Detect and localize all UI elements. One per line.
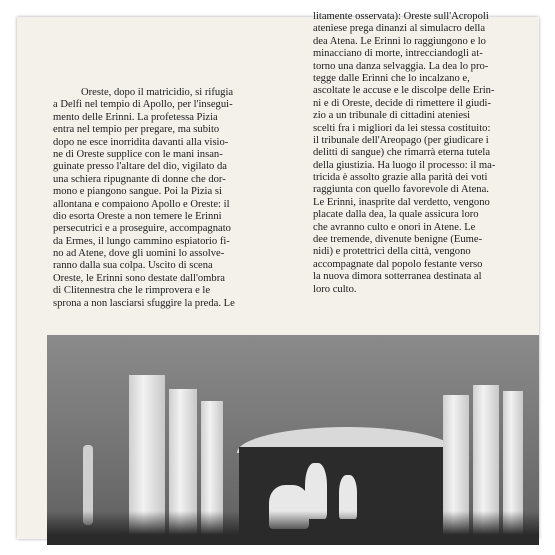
text-line: Oreste, dopo il matricidio, si rifugia	[81, 87, 234, 98]
text-line: a Delfi nel tempio di Apollo, per l'insegui-	[53, 99, 233, 111]
text-line: dio esorta Oreste a non temere le Erinni	[53, 210, 222, 222]
text-line: accompagnate dal popolo festante verso	[313, 258, 483, 270]
text-line: dee tremende, divenute benigne (Eume-	[313, 234, 483, 246]
text-line: mento delle Erinni. La profetessa Pizia	[53, 111, 218, 123]
text-line: scelti fra i migliori da lei stessa costituito:	[313, 122, 491, 134]
text-line: minacciano di morte, intrecciandogli at-	[313, 48, 483, 60]
book-page	[17, 11, 539, 539]
text-line: che avranno culto e onori in Atene. Le	[313, 221, 476, 233]
text-line: ne di Oreste supplice con le mani insan-	[53, 148, 223, 160]
text-line: torno una danza selvaggia. La dea lo pro-	[313, 60, 489, 72]
text-line: dopo ne esce inorridita davanti alla visio-	[53, 136, 229, 148]
stage-photograph	[47, 335, 539, 545]
text-line: litamente osservata): Oreste sull'Acropoli	[313, 11, 489, 22]
text-line: da Ermes, il lungo cammino espiatorio fi-	[53, 235, 230, 247]
text-line: nidi) e protettrici della città, vengono	[313, 246, 471, 258]
text-line: mono e piangono sangue. Poi la Pizia si	[53, 186, 222, 198]
text-line: allontana e compaiono Apollo e Oreste: il	[53, 198, 230, 210]
text-line: delitti di sangue) che rimarrà eterna tutela	[313, 147, 491, 159]
text-line: guinate presso l'altare del dio, vigilato da	[53, 161, 228, 173]
text-column-left	[53, 87, 299, 310]
text-line: ranno dalla sua colpa. Uscito di scena	[53, 260, 213, 272]
text-line: Oreste, le Erinni sono destate dall'ombra	[53, 272, 225, 284]
text-line: loro culto.	[313, 283, 357, 295]
text-line: una schiera ripugnante di donne che dor-	[53, 173, 226, 185]
text-line: ateniese prega dinanzi al simulacro della	[313, 23, 486, 35]
text-line: zio a un tribunale di cittadini ateniesi	[313, 110, 471, 122]
text-line: entra nel tempio per pregare, ma subito	[53, 124, 220, 136]
text-column-right	[313, 11, 537, 296]
text-line: raggiunta con quello favorevole di Atena.	[313, 184, 489, 196]
text-line: sprona a non lasciarsi sfuggire la preda. Le	[53, 297, 235, 309]
text-line: la nuova dimora sotterranea destinata al	[313, 271, 482, 283]
text-line: placate dalla dea, la quale assicura loro	[313, 209, 479, 221]
text-line: persecutrici e a proseguire, accompagnato	[53, 223, 231, 235]
text-line: tricida è assolto grazie alla parità dei voti	[313, 172, 488, 184]
text-line: Le Erinni, inasprite dal verdetto, vengono	[313, 196, 490, 208]
text-line: dea Atena. Le Erinni lo raggiungono e lo	[313, 35, 486, 47]
text-line: il tribunale dell'Areopago (per giudicare i	[313, 134, 489, 146]
photo-crowd	[47, 511, 539, 545]
text-line: della giustizia. Ha luogo il processo: il ma-	[313, 159, 496, 171]
text-line: di Clitennestra che le rimprovera e le	[53, 285, 211, 297]
text-line: tegge dalle Erinni che lo incalzano e,	[313, 72, 470, 84]
text-line: ni e di Oreste, decide di rimettere il giudi-	[313, 97, 491, 109]
text-line: no ad Atene, dove gli uomini lo assolve-	[53, 248, 225, 260]
text-line: ascoltate le accuse e le discolpe delle Erin-	[313, 85, 495, 97]
